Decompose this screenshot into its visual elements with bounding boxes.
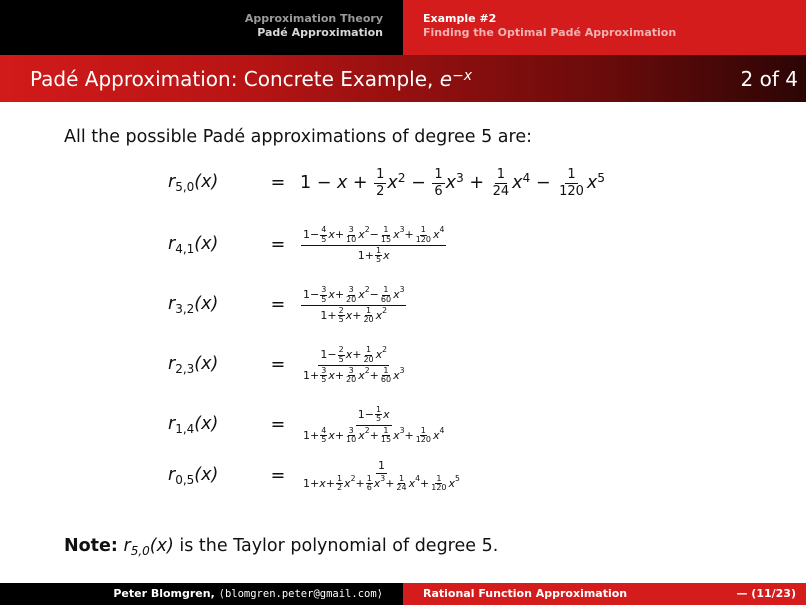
footer-author-name: Peter Blomgren, (113, 587, 219, 600)
equals-sign: = (270, 355, 286, 376)
equation-r23 (168, 346, 688, 385)
equation-r14 (168, 406, 688, 445)
intro-text: All the possible Padé approximations of degree 5 are: (64, 127, 533, 147)
note-text (64, 536, 498, 558)
equation-rhs-fraction: 1− $\frac{2}{5}$ x+ $\frac{1}{20}$ $x^2$ 1+ $\frac{3}{5}$ x+ $\frac{3}{20}$ $x^2+$ $\frac{1}{60}$ $x^3$ (303, 345, 405, 385)
nav-subsection-example-2[interactable]: Example #2 (423, 12, 497, 25)
footer-author (0, 583, 403, 605)
nav-section-left[interactable] (0, 0, 403, 55)
footer-bar (0, 583, 806, 605)
equation-lhs: $r_{5,0}(x)$ (168, 172, 219, 195)
slide-title-bar (0, 55, 806, 102)
nav-subsection-finding-optimal[interactable]: Finding the Optimal Padé Approximation (423, 26, 677, 39)
equals-sign: = (270, 415, 286, 436)
slide-title-exponent: −x (452, 67, 473, 84)
equation-rhs-fraction: 1 1+x+ $\frac{1}{2}$ $x^2+$ $\frac{1}{6}$ $x^3+$ $\frac{1}{24}$ $x^4+$ $\frac{1}{120}$ $x^5$ (303, 459, 460, 493)
nav-section-pade-approximation[interactable]: Padé Approximation (257, 26, 383, 39)
equation-lhs: $r_{3,2}(x)$ (168, 294, 219, 317)
equation-lhs: $r_{0,5}(x)$ (168, 465, 219, 488)
equals-sign: = (270, 173, 286, 194)
note-body: is the Taylor polynomial of degree 5. (173, 536, 499, 556)
equation-r41 (168, 226, 688, 265)
slide-title (30, 67, 472, 91)
equals-sign: = (270, 235, 286, 256)
equation-rhs-fraction: 1− $\frac{4}{5}$ x+ $\frac{3}{10}$ $x^2-$ $\frac{1}{15}$ $x^3+$ $\frac{1}{120}$ $x^4$ 1+ $\frac{1}{5}$ x (303, 225, 445, 265)
equation-r50 (168, 168, 688, 198)
equation-rhs-taylor: 1 − x + $\frac{1}{2}$ $x^2$ − $\frac{1}{6}$ $x^3$ + $\frac{1}{24}$ $x^4$ − $\frac{1}{120}$ $x^5$ (300, 167, 606, 199)
nav-section-approximation-theory[interactable]: Approximation Theory (244, 12, 383, 25)
nav-section-right[interactable] (403, 0, 806, 55)
equation-r05 (168, 460, 688, 492)
equation-lhs: $r_{2,3}(x)$ (168, 354, 219, 377)
equals-sign: = (270, 466, 286, 487)
note-label: Note: (64, 536, 118, 556)
note-math: $r_{5,0}(x)$ (123, 536, 174, 558)
slide-title-text: Padé Approximation: Concrete Example, (30, 66, 440, 91)
slide-page-counter: 2 of 4 (740, 66, 798, 91)
equation-rhs-fraction: 1− $\frac{3}{5}$ x+ $\frac{3}{20}$ $x^2-$ $\frac{1}{60}$ $x^3$ 1+ $\frac{2}{5}$ x+ $\frac{1}{20}$ $x^2$ (303, 285, 405, 325)
footer-course-title: Rational Function Approximation (423, 587, 628, 600)
equation-lhs: $r_{4,1}(x)$ (168, 234, 219, 257)
footer-right (403, 583, 806, 605)
footer-slide-number: — (11/23) (736, 587, 796, 600)
equation-r32 (168, 286, 688, 325)
top-navigation (0, 0, 806, 55)
equation-rhs-fraction: 1− $\frac{1}{5}$ x 1+ $\frac{4}{5}$ x+ $\frac{3}{10}$ $x^2+$ $\frac{1}{15}$ $x^3+$ $\frac{1}{120}$ $x^4$ (303, 405, 445, 445)
slide-title-math: e (439, 66, 453, 91)
footer-email: ⟨blomgren.peter@gmail.com⟩ (218, 588, 383, 600)
equals-sign: = (270, 295, 286, 316)
equation-lhs: $r_{1,4}(x)$ (168, 414, 219, 437)
